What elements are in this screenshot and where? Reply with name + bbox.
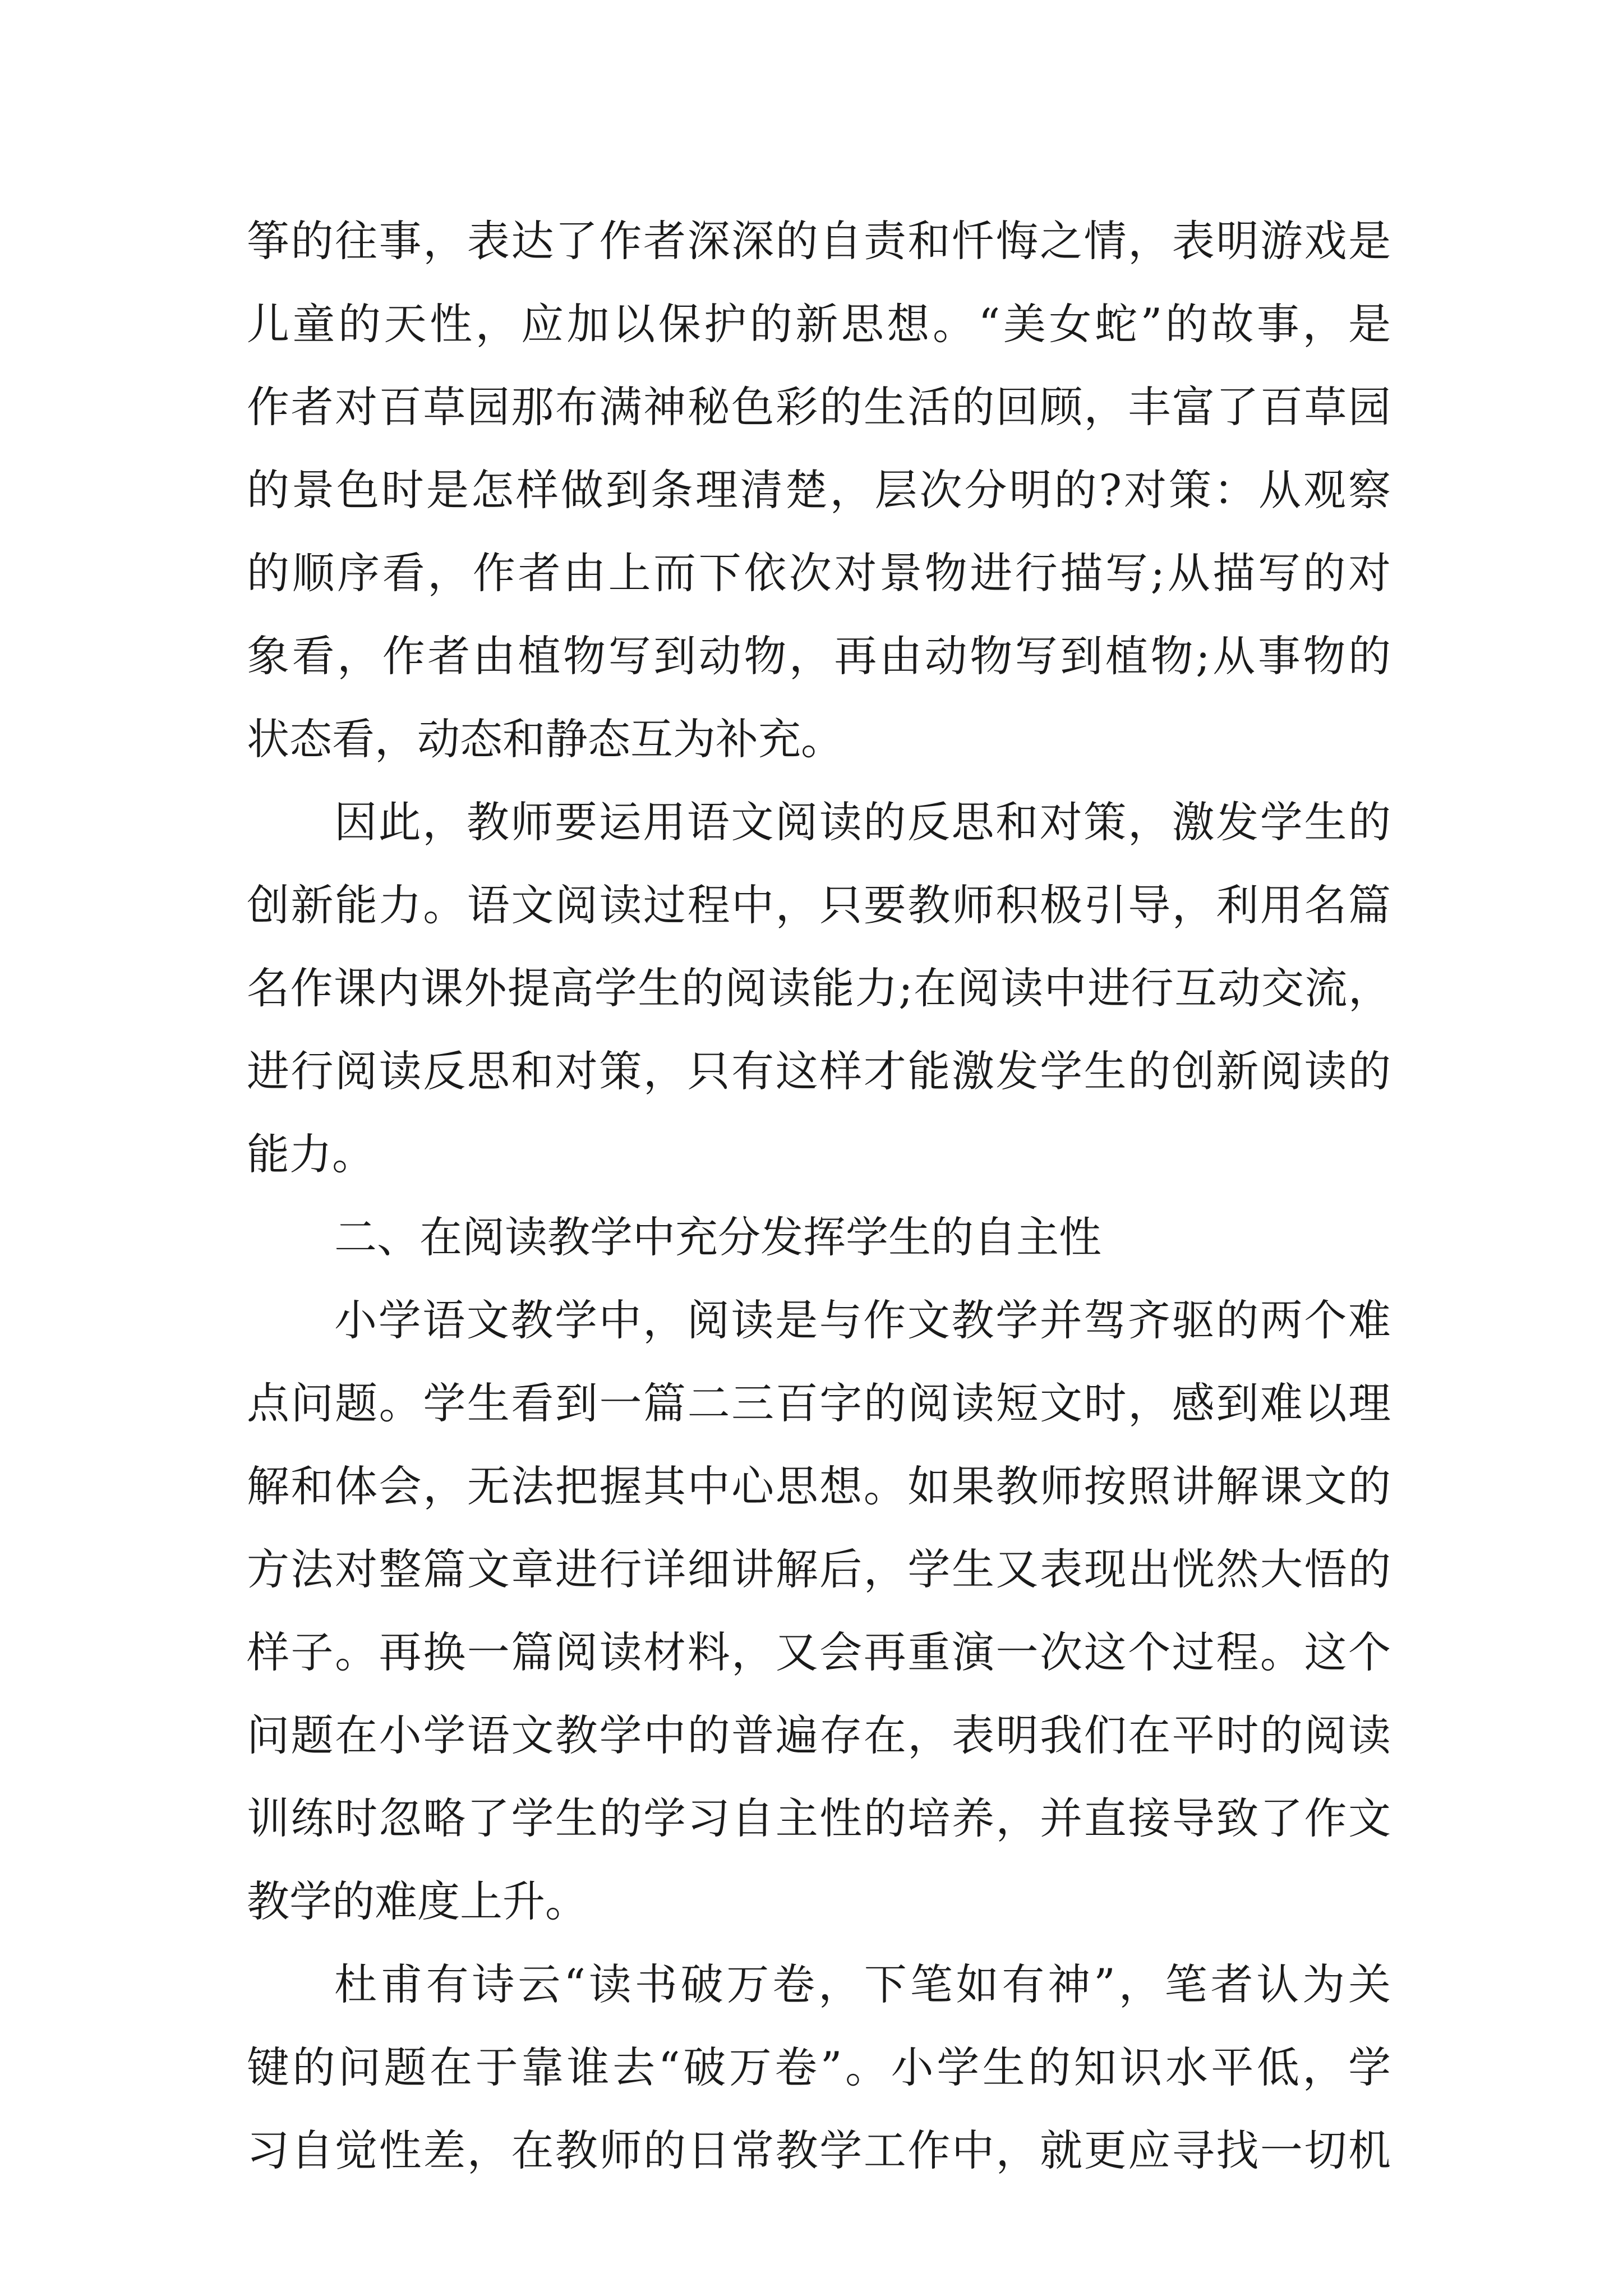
text-line: 解和体会，无法把握其中心思想。如果教师按照讲解课文的	[247, 1461, 1391, 1511]
text-line: 筝的往事，表达了作者深深的自责和忏悔之情，表明游戏是	[247, 216, 1391, 266]
text-line: 的顺序看，作者由上而下依次对景物进行描写;从描写的对	[247, 548, 1391, 598]
text-line: 点问题。学生看到一篇二三百字的阅读短文时，感到难以理	[247, 1378, 1391, 1428]
paragraph-first-line: 因此，教师要运用语文阅读的反思和对策，激发学生的	[334, 797, 1391, 847]
text-line: 键的问题在于靠谁去“破万卷”。小学生的知识水平低，学	[247, 2042, 1391, 2092]
text-line: 创新能力。语文阅读过程中，只要教师积极引导，利用名篇	[247, 880, 1391, 930]
text-line: 样子。再换一篇阅读材料，又会再重演一次这个过程。这个	[247, 1627, 1391, 1677]
text-line: 进行阅读反思和对策，只有这样才能激发学生的创新阅读的	[247, 1046, 1391, 1096]
text-line: 教学的难度上升。	[247, 1876, 588, 1926]
text-line: 训练时忽略了学生的学习自主性的培养，并直接导致了作文	[247, 1793, 1391, 1843]
text-line: 方法对整篇文章进行详细讲解后，学生又表现出恍然大悟的	[247, 1544, 1391, 1594]
text-line: 状态看，动态和静态互为补充。	[247, 714, 843, 764]
text-line: 儿童的天性，应加以保护的新思想。“美女蛇”的故事，是	[247, 299, 1391, 349]
paragraph-first-line: 杜甫有诗云“读书破万卷，下笔如有神”，笔者认为关	[334, 1959, 1391, 2009]
text-line: 的景色时是怎样做到条理清楚，层次分明的?对策：从观察	[247, 465, 1391, 515]
paragraph-first-line: 小学语文教学中，阅读是与作文教学并驾齐驱的两个难	[334, 1295, 1391, 1345]
text-line: 名作课内课外提高学生的阅读能力;在阅读中进行互动交流，	[247, 963, 1391, 1013]
text-line: 能力。	[247, 1129, 375, 1179]
text-line: 象看，作者由植物写到动物，再由动物写到植物;从事物的	[247, 631, 1391, 681]
text-line: 问题在小学语文教学中的普遍存在，表明我们在平时的阅读	[247, 1710, 1391, 1760]
text-line: 习自觉性差，在教师的日常教学工作中，就更应寻找一切机	[247, 2125, 1391, 2175]
section-heading: 二、在阅读教学中充分发挥学生的自主性	[334, 1212, 1101, 1262]
text-line: 作者对百草园那布满神秘色彩的生活的回顾，丰富了百草园	[247, 382, 1391, 432]
